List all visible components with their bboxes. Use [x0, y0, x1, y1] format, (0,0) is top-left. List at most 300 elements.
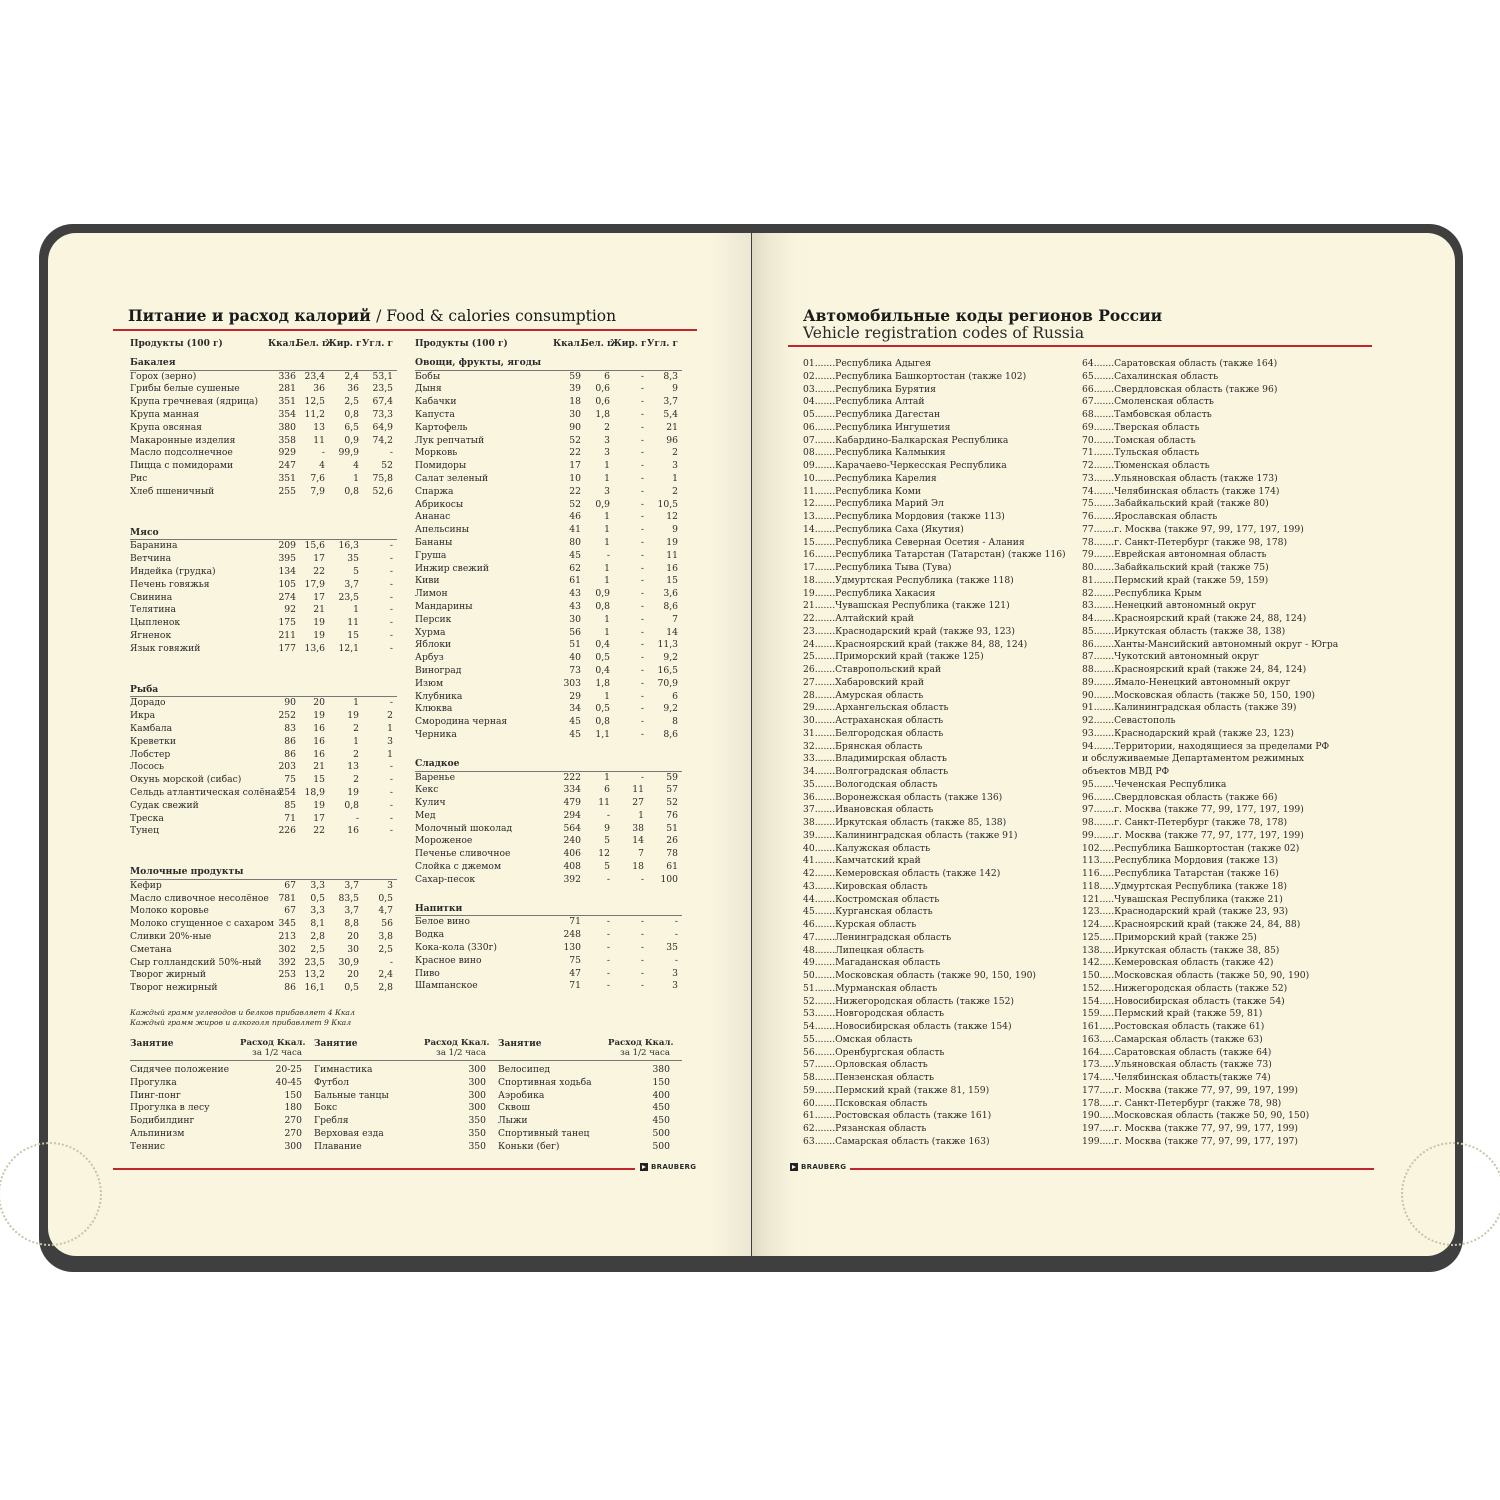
- table-row: [415, 823, 682, 836]
- region-code-item: 26.......Ставропольский край: [803, 664, 942, 675]
- nutrient-value: 71: [569, 980, 581, 992]
- brand-name: BRAUBERG: [651, 1163, 697, 1171]
- table-row: [130, 553, 397, 566]
- nutrient-value: 13,2: [304, 969, 325, 981]
- nutrient-value: 4,7: [378, 905, 393, 917]
- region-code-item: 163.....Самарская область (также 63): [1082, 1033, 1263, 1045]
- nutrient-value: -: [389, 565, 393, 577]
- right-page-subtitle: Vehicle registration codes of Russia: [803, 324, 1085, 342]
- nutrient-value: 345: [278, 918, 296, 930]
- activity-name: Альпинизм: [130, 1127, 185, 1139]
- nutrient-value: -: [606, 916, 610, 928]
- nutrient-value: -: [640, 929, 644, 941]
- region-code-item: 02.......Республика Башкортостан (также 102): [803, 370, 1027, 382]
- nutrient-value: 3,3: [310, 905, 325, 917]
- column-header: Ккал.: [268, 339, 298, 349]
- food-name: Арбуз: [415, 652, 444, 664]
- nutrient-value: 211: [278, 629, 296, 641]
- nutrient-value: 51: [666, 822, 678, 834]
- nutrient-value: -: [606, 929, 610, 941]
- nutrient-value: -: [640, 562, 644, 574]
- nutrient-value: 30: [347, 943, 359, 955]
- table-row: [130, 893, 397, 906]
- nutrient-value: 90: [284, 697, 296, 709]
- food-name: Кулич: [415, 797, 446, 809]
- nutrient-value: 395: [278, 553, 296, 565]
- nutrient-value: 16: [347, 825, 359, 837]
- nutrient-value: -: [389, 761, 393, 773]
- table-row: [415, 601, 682, 614]
- table-row: [130, 749, 397, 762]
- nutrient-value: 354: [278, 408, 296, 420]
- food-name: Груша: [415, 549, 447, 561]
- table-row: [415, 371, 682, 384]
- activity-kcal: 400: [652, 1089, 670, 1101]
- nutrient-value: 3,7: [663, 396, 678, 408]
- activity-name: Аэробика: [498, 1089, 545, 1101]
- nutrient-value: 6: [672, 690, 678, 702]
- nutrient-value: 134: [278, 565, 296, 577]
- nutrient-value: 0,8: [595, 600, 610, 612]
- nutrient-value: 4: [319, 460, 325, 472]
- page-title: [128, 306, 616, 325]
- nutrient-value: 23,4: [304, 370, 325, 382]
- nutrient-value: 45: [569, 549, 581, 561]
- nutrient-value: 53,1: [372, 370, 393, 382]
- region-code-item: 150.....Московская область (также 50, 90, 190): [1082, 970, 1310, 981]
- column-header: Бел. г: [581, 339, 613, 349]
- nutrient-value: 86: [284, 748, 296, 760]
- activity-kcal: 150: [652, 1076, 670, 1088]
- nutrient-value: -: [674, 929, 678, 941]
- table-row: [415, 588, 682, 601]
- activity-cell: [314, 1128, 498, 1141]
- activity-header-kcal-line: Расход Ккал.: [240, 1038, 306, 1048]
- nutrient-value: -: [389, 629, 393, 641]
- region-code-item: 72.......Тюменская область: [1082, 460, 1210, 471]
- activity-kcal: 500: [652, 1140, 670, 1152]
- activity-kcal: 450: [652, 1102, 670, 1114]
- nutrient-value: 36: [347, 383, 359, 395]
- activity-kcal: 40-45: [275, 1076, 302, 1088]
- nutrient-value: 18: [632, 861, 644, 873]
- activity-name: Гребля: [314, 1115, 349, 1127]
- activity-name: Сквош: [498, 1102, 531, 1114]
- table-row: [130, 409, 397, 422]
- nutrient-value: 929: [278, 447, 296, 459]
- activity-kcal: 150: [284, 1089, 302, 1101]
- region-code-item: 116.....Республика Татарстан (также 16): [1082, 868, 1279, 879]
- nutrient-value: 1: [387, 722, 393, 734]
- nutrient-value: 100: [660, 873, 678, 885]
- region-code-item: 87.......Чукотский автономный округ: [1082, 651, 1259, 663]
- table-row: [130, 643, 397, 656]
- table-row: [130, 592, 397, 605]
- nutrient-value: -: [389, 799, 393, 811]
- table-row: [130, 540, 397, 553]
- nutrient-value: 177: [278, 642, 296, 654]
- region-code-item: 164.....Саратовская область (также 64): [1082, 1046, 1272, 1058]
- region-code-item: 75.......Забайкальский край (также 80): [1082, 498, 1269, 510]
- nutrient-value: 0,8: [344, 485, 359, 497]
- nutrient-value: 78: [666, 848, 678, 860]
- nutrient-value: 253: [278, 969, 296, 981]
- table-row: [415, 422, 682, 435]
- nutrient-value: 45: [569, 716, 581, 728]
- nutrient-value: 73,3: [372, 408, 393, 420]
- activity-row: [130, 1102, 682, 1115]
- nutrient-value: 1,8: [595, 408, 610, 420]
- food-name: Изюм: [415, 677, 444, 689]
- nutrient-value: 19: [347, 786, 359, 798]
- nutrient-value: 61: [666, 861, 678, 873]
- nutrient-value: 358: [278, 434, 296, 446]
- table-row: [415, 703, 682, 716]
- region-code-item: 47.......Ленинградская область: [803, 931, 952, 943]
- nutrient-value: -: [640, 588, 644, 600]
- food-name: Рис: [130, 472, 148, 484]
- region-code-item: 62.......Рязанская область: [803, 1123, 927, 1134]
- table-row: [130, 813, 397, 826]
- nutrient-value: 5: [353, 565, 359, 577]
- footer-rule: [113, 1168, 635, 1170]
- region-code-item: 96.......Свердловская область (также 66): [1082, 791, 1278, 803]
- table-row: [415, 473, 682, 486]
- region-code-item: 18.......Удмуртская Республика (также 118): [803, 574, 1014, 586]
- nutrient-value: 2: [353, 748, 359, 760]
- nutrient-value: 1: [353, 735, 359, 747]
- nutrient-value: 226: [278, 825, 296, 837]
- region-code-item: 09.......Карачаево-Черкесская Республика: [803, 460, 1007, 471]
- nutrient-value: 8: [672, 716, 678, 728]
- activity-name: Коньки (бег): [498, 1140, 560, 1152]
- nutrient-value: 0,8: [344, 408, 359, 420]
- nutrient-value: 8,6: [663, 728, 678, 740]
- region-code-item: 05.......Республика Дагестан: [803, 409, 941, 420]
- region-code-item: 48.......Липецкая область: [803, 944, 924, 956]
- food-name: Ягненок: [130, 629, 172, 641]
- nutrient-value: 392: [563, 873, 581, 885]
- nutrient-value: 75: [569, 954, 581, 966]
- activity-header-kcal: [240, 1038, 306, 1060]
- nutrient-value: -: [389, 447, 393, 459]
- region-code-item: 36.......Воронежская область (также 136): [803, 791, 1003, 803]
- nutrient-value: -: [674, 916, 678, 928]
- region-code-item: 63.......Самарская область (также 163): [803, 1135, 990, 1147]
- table-row: [415, 784, 682, 797]
- region-code-item: 64.......Саратовская область (также 164): [1082, 358, 1278, 369]
- nutrient-value: 16,3: [338, 540, 359, 552]
- nutrient-value: 2,5: [310, 943, 325, 955]
- table-row: [130, 710, 397, 723]
- region-code-item: 13.......Республика Мордовия (также 113): [803, 511, 1005, 522]
- table-row: [130, 761, 397, 774]
- region-code-item: 37.......Ивановская область: [803, 804, 934, 816]
- table-row: [130, 435, 397, 448]
- region-code-item: 29.......Архангельская область: [803, 702, 949, 714]
- nutrient-value: -: [606, 942, 610, 954]
- nutrient-value: -: [389, 578, 393, 590]
- food-name: Пицца с помидорами: [130, 460, 234, 472]
- activity-name: Верховая езда: [314, 1127, 384, 1139]
- region-code-item: 84.......Красноярский край (также 24, 88, 124): [1082, 613, 1307, 624]
- table-row: [415, 729, 682, 742]
- region-code-item: 94.......Территории, находящиеся за пределами РФ: [1082, 740, 1330, 752]
- nutrient-value: 11: [347, 617, 359, 629]
- nutrient-value: 22: [569, 485, 581, 497]
- nutrient-value: 40: [569, 652, 581, 664]
- table-row: [130, 422, 397, 435]
- nutrient-value: 10: [569, 472, 581, 484]
- food-name: Бобы: [415, 370, 441, 382]
- region-code-item: 25.......Приморский край (также 125): [803, 651, 984, 663]
- nutrient-value: 2: [604, 421, 610, 433]
- nutrient-value: 351: [278, 472, 296, 484]
- table-row: [415, 460, 682, 473]
- nutrient-value: 90: [569, 421, 581, 433]
- region-code-item: 73.......Ульяновская область (также 173): [1082, 472, 1278, 484]
- region-code-item: 24.......Красноярский край (также 84, 88, 124): [803, 638, 1028, 650]
- region-code-item: 138.....Иркутская область (также 38, 85): [1082, 944, 1280, 956]
- table-row: [415, 511, 682, 524]
- food-name: Мед: [415, 809, 436, 821]
- nutrient-value: -: [640, 664, 644, 676]
- nutrient-value: 213: [278, 931, 296, 943]
- nutrient-value: 46: [569, 511, 581, 523]
- nutrient-value: 0,5: [378, 892, 393, 904]
- activity-kcal: 380: [652, 1064, 670, 1075]
- nutrient-value: 302: [278, 943, 296, 955]
- region-code-item: 98.......г. Санкт-Петербург (также 78, 178): [1082, 817, 1288, 828]
- column-header: Продукты (100 г): [130, 339, 223, 349]
- table-row: [130, 473, 397, 486]
- nutrient-value: 12,1: [338, 642, 359, 654]
- region-code-item: 93.......Краснодарский край (также 23, 123): [1082, 727, 1294, 739]
- nutrient-value: 23,5: [304, 956, 325, 968]
- nutrient-value: -: [640, 511, 644, 523]
- table-row: [130, 697, 397, 710]
- nutrient-value: 52,6: [372, 485, 393, 497]
- region-code-item: 38.......Иркутская область (также 85, 138): [803, 817, 1007, 828]
- food-name: Крупа манная: [130, 408, 200, 420]
- region-code-item: 41.......Камчатский край: [803, 855, 921, 867]
- food-name: Пиво: [415, 967, 440, 979]
- region-code-item: 89.......Ямало-Ненецкий автономный округ: [1082, 676, 1291, 688]
- nutrient-value: 3,8: [378, 931, 393, 943]
- nutrient-value: -: [640, 600, 644, 612]
- section-title: Напитки: [415, 902, 463, 914]
- nutrient-value: 6,5: [344, 421, 359, 433]
- food-name: Лосось: [130, 761, 165, 773]
- nutrient-value: 1: [638, 809, 644, 821]
- activity-name: Футбол: [314, 1076, 350, 1088]
- nutrient-value: 1: [604, 460, 610, 472]
- activity-cell: [130, 1141, 314, 1154]
- nutrient-value: 19: [313, 617, 325, 629]
- table-row: [130, 604, 397, 617]
- table-row: [415, 639, 682, 652]
- nutrient-value: -: [640, 370, 644, 382]
- nutrient-value: 1: [604, 536, 610, 548]
- nutrient-value: 406: [563, 848, 581, 860]
- activity-kcal: 270: [284, 1115, 302, 1127]
- food-name: Салат зеленый: [415, 472, 489, 484]
- activity-name: Спортивный танец: [498, 1127, 590, 1139]
- nutrient-value: -: [640, 396, 644, 408]
- region-code-item: 177.....г. Москва (также 77, 97, 99, 197, 199): [1082, 1084, 1298, 1096]
- nutrient-value: 30: [569, 408, 581, 420]
- nutrient-value: 83: [284, 722, 296, 734]
- nutrient-value: -: [321, 447, 325, 459]
- table-row: [130, 800, 397, 813]
- nutrient-value: 62: [569, 562, 581, 574]
- activity-kcal: 300: [468, 1102, 486, 1114]
- region-code-item: 121.....Чувашская Республика (также 21): [1082, 893, 1283, 905]
- nutrient-value: 334: [563, 784, 581, 796]
- activity-cell: [314, 1102, 498, 1115]
- corner-decoration: [1401, 1142, 1500, 1246]
- nutrient-value: 56: [569, 626, 581, 638]
- nutrient-value: 1: [387, 748, 393, 760]
- nutrient-value: 12: [598, 848, 610, 860]
- nutrient-value: 9: [604, 822, 610, 834]
- nutrient-value: 47: [569, 967, 581, 979]
- region-code-item: 118.....Удмуртская Республика (также 18): [1082, 880, 1287, 892]
- nutrient-value: 13: [313, 421, 325, 433]
- activity-name: Теннис: [130, 1140, 166, 1152]
- activity-kcal: 350: [468, 1115, 486, 1127]
- nutrient-value: 71: [569, 916, 581, 928]
- food-name: Кока-кола (330г): [415, 942, 497, 954]
- activity-header-name: Занятие: [314, 1039, 358, 1049]
- nutrient-value: 564: [563, 822, 581, 834]
- food-name: Черника: [415, 728, 457, 740]
- activity-kcal: 300: [468, 1089, 486, 1101]
- activity-cell: [498, 1090, 682, 1103]
- nutrient-value: 7,9: [310, 485, 325, 497]
- region-code-item: 90.......Московская область (также 50, 150, 190): [1082, 689, 1315, 701]
- nutrient-value: 9: [672, 524, 678, 536]
- nutrient-value: -: [640, 524, 644, 536]
- food-name: Абрикосы: [415, 498, 464, 510]
- region-code-item: 11.......Республика Коми: [803, 485, 921, 497]
- nutrient-value: 0,5: [595, 652, 610, 664]
- food-name: Кабачки: [415, 396, 457, 408]
- region-code-item: 159.....Пермский край (также 59, 81): [1082, 1008, 1263, 1020]
- table-row: [130, 460, 397, 473]
- nutrient-value: 52: [569, 434, 581, 446]
- food-name: Молоко коровье: [130, 905, 209, 917]
- table-row: [415, 772, 682, 785]
- table-row: [415, 524, 682, 537]
- region-code-item: 30.......Астраханская область: [803, 715, 944, 726]
- nutrient-value: 16: [313, 748, 325, 760]
- food-name: Макаронные изделия: [130, 434, 236, 446]
- nutrient-value: 0,4: [595, 639, 610, 651]
- activity-row: [130, 1141, 682, 1154]
- column-header: Жир. г: [325, 339, 362, 349]
- activity-name: Прогулка в лесу: [130, 1102, 210, 1114]
- table-row: [130, 982, 397, 995]
- nutrient-value: 34: [569, 703, 581, 715]
- nutrient-value: 70,9: [657, 677, 678, 689]
- region-codes-col1: [803, 358, 1066, 1149]
- nutrient-value: 35: [347, 553, 359, 565]
- nutrient-value: 23,5: [372, 383, 393, 395]
- brand-logo: [640, 1163, 696, 1171]
- column-header: Ккал.: [553, 339, 583, 349]
- nutrient-value: 0,6: [595, 383, 610, 395]
- nutrient-value: 30: [569, 613, 581, 625]
- nutrient-value: -: [389, 956, 393, 968]
- nutrient-value: 252: [278, 710, 296, 722]
- table-row: [130, 774, 397, 787]
- region-code-item: 06.......Республика Ингушетия: [803, 421, 951, 433]
- nutrient-value: 19: [347, 710, 359, 722]
- table-row: [130, 566, 397, 579]
- nutrient-value: 2: [672, 447, 678, 459]
- nutrient-value: 83,5: [338, 892, 359, 904]
- table-row: [130, 447, 397, 460]
- region-code-item: 10.......Республика Карелия: [803, 472, 937, 484]
- nutrient-value: 2,4: [378, 969, 393, 981]
- activity-header-rule: [130, 1060, 682, 1061]
- region-code-item: 88.......Красноярский край (также 24, 84, 124): [1082, 664, 1307, 675]
- nutrient-value: -: [640, 652, 644, 664]
- table-row: [130, 918, 397, 931]
- nutrient-value: 52: [666, 797, 678, 809]
- food-name: Ветчина: [130, 553, 172, 565]
- nutrient-value: 74,2: [372, 434, 393, 446]
- food-name: Сахар-песок: [415, 873, 476, 885]
- table-row: [130, 825, 397, 838]
- region-code-item: 125.....Приморский край (также 25): [1082, 931, 1257, 943]
- activity-kcal: 270: [284, 1127, 302, 1139]
- nutrient-value: 11,3: [657, 639, 678, 651]
- region-code-item: 70.......Томская область: [1082, 434, 1196, 446]
- nutrient-value: -: [389, 617, 393, 629]
- food-name: Творог нежирный: [130, 982, 218, 994]
- nutrient-value: 1: [353, 604, 359, 616]
- nutrient-value: 39: [569, 383, 581, 395]
- region-code-item: 154.....Новосибирская область (также 54): [1082, 995, 1285, 1007]
- nutrient-value: 1: [604, 562, 610, 574]
- food-name: Дыня: [415, 383, 442, 395]
- nutrient-value: -: [606, 873, 610, 885]
- table-row: [130, 944, 397, 957]
- column-header: Продукты (100 г): [415, 339, 508, 349]
- title-en: / Food & calories consumption: [376, 307, 617, 325]
- nutrient-value: 11: [632, 784, 644, 796]
- nutrient-value: 1: [604, 575, 610, 587]
- activity-name: Велосипед: [498, 1064, 551, 1075]
- food-name: Молоко сгущенное с сахаром: [130, 918, 274, 930]
- nutrient-value: 1: [604, 690, 610, 702]
- nutrient-value: 86: [284, 735, 296, 747]
- activity-cell: [498, 1077, 682, 1090]
- region-code-item: 33.......Владимирская область: [803, 753, 947, 765]
- nutrient-value: 3: [604, 485, 610, 497]
- nutrient-value: -: [640, 980, 644, 992]
- nutrient-value: 13,6: [304, 642, 325, 654]
- nutrient-value: 0,8: [595, 716, 610, 728]
- nutrient-value: 16: [313, 722, 325, 734]
- food-name: Ананас: [415, 511, 451, 523]
- region-code-item: 23.......Краснодарский край (также 93, 123): [803, 625, 1015, 637]
- nutrient-value: 0,5: [310, 892, 325, 904]
- nutrient-value: 11: [313, 434, 325, 446]
- table-row: [415, 968, 682, 981]
